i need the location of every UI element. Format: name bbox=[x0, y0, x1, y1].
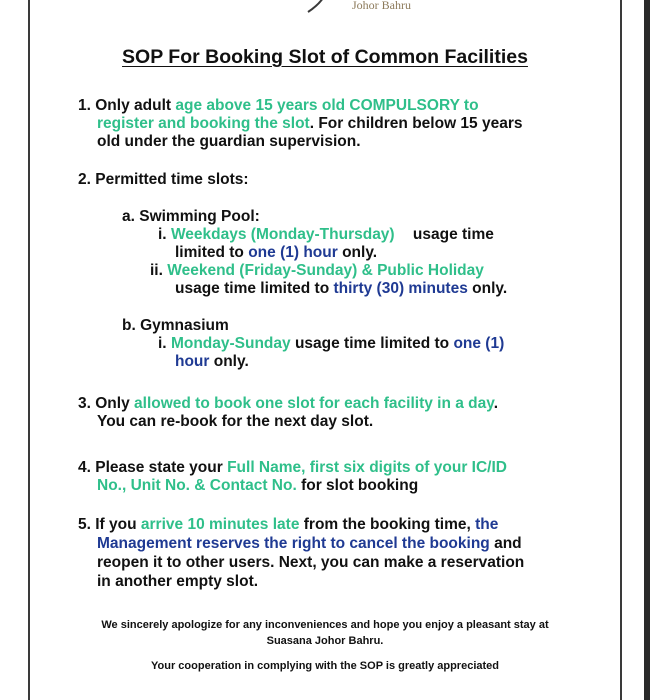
page-border-right bbox=[620, 0, 622, 700]
item-2a-ii-line-2 bbox=[175, 280, 507, 298]
item-3-number: 3. bbox=[78, 395, 91, 412]
item-2b-i-duration: one (1) bbox=[453, 335, 505, 352]
item-2-number: 2. bbox=[78, 171, 91, 188]
item-2a-i-text: usage time bbox=[412, 226, 494, 243]
item-2a-i-text-3: only. bbox=[342, 244, 378, 261]
item-2a-ii-text: usage time limited to bbox=[175, 280, 330, 297]
item-2a-i-highlight: Weekdays (Monday-Thursday) bbox=[170, 226, 395, 243]
item-5-text-2: from the booking time, bbox=[303, 516, 471, 533]
item-2b-i-text: usage time limited to bbox=[294, 335, 450, 352]
item-1-text-2: . For children below 15 years bbox=[309, 115, 523, 132]
page-title: SOP For Booking Slot of Common Facilities bbox=[122, 46, 528, 68]
logo-swoosh-icon bbox=[300, 0, 340, 16]
item-2-line-1 bbox=[78, 171, 249, 189]
apology-line-2: Suasana Johor Bahru. bbox=[266, 635, 384, 647]
scan-edge bbox=[644, 0, 650, 700]
item-4-highlight: Full Name, first six digits of your IC/ID bbox=[227, 459, 507, 476]
item-2a-ii-line-1 bbox=[150, 262, 484, 280]
item-1-highlight-2: register and booking the slot bbox=[97, 115, 310, 132]
item-2a-i-duration: one (1) hour bbox=[248, 244, 338, 261]
item-5-text: If you bbox=[95, 516, 137, 533]
item-2b-i-duration-2: hour bbox=[175, 353, 210, 370]
item-2a-i-line-2 bbox=[175, 244, 377, 262]
item-2b-i-line-1 bbox=[158, 335, 504, 353]
item-5-management-2: Management reserves the right to cancel the booking bbox=[97, 535, 490, 552]
item-2b-i-text-2: only. bbox=[213, 353, 249, 370]
item-2b-label: b. Gymnasium bbox=[122, 317, 229, 334]
item-1-highlight: age above 15 years old COMPULSORY to bbox=[175, 97, 479, 114]
item-4-text-2: for slot booking bbox=[301, 477, 419, 494]
item-3-line-1 bbox=[78, 395, 498, 413]
item-1-number: 1. bbox=[78, 97, 91, 114]
item-2a-ii-number: ii. bbox=[150, 262, 163, 279]
item-1-line-1 bbox=[78, 97, 479, 115]
item-5-number: 5. bbox=[78, 516, 91, 533]
item-5-line-3: reopen it to other users. Next, you can make a reservation bbox=[97, 554, 525, 571]
item-2a-i-text-2: limited to bbox=[175, 244, 244, 261]
item-2b-i-number: i. bbox=[158, 335, 167, 352]
item-4-number: 4. bbox=[78, 459, 91, 476]
item-2a-ii-duration: thirty (30) minutes bbox=[333, 280, 468, 297]
item-2a-ii-highlight: Weekend (Friday-Sunday) & Public Holiday bbox=[167, 262, 484, 279]
item-5-line-2 bbox=[97, 535, 522, 553]
item-2-text: Permitted time slots: bbox=[95, 171, 249, 188]
apology-line-1: We sincerely apologize for any inconveniences and hope you enjoy a pleasant stay at bbox=[101, 619, 549, 631]
item-4-text: Please state your bbox=[95, 459, 223, 476]
logo-text: Johor Bahru bbox=[352, 0, 411, 12]
item-4-line-2 bbox=[97, 477, 418, 495]
item-5-text-3: and bbox=[494, 535, 522, 552]
item-1-text: Only adult bbox=[95, 97, 172, 114]
item-3-period: . bbox=[493, 395, 499, 412]
item-2a-i-number: i. bbox=[158, 226, 167, 243]
item-1-line-3: old under the guardian supervision. bbox=[97, 133, 361, 150]
item-1-line-2 bbox=[97, 115, 523, 133]
item-2b-i-line-2 bbox=[175, 353, 249, 371]
item-4-highlight-2: No., Unit No. & Contact No. bbox=[97, 477, 297, 494]
item-3-line-2: You can re-book for the next day slot. bbox=[97, 413, 374, 430]
item-5-line-1 bbox=[78, 516, 498, 534]
item-5-line-4: in another empty slot. bbox=[97, 573, 259, 590]
item-5-management-1: the bbox=[475, 516, 499, 533]
item-4-line-1 bbox=[78, 459, 507, 477]
item-2b-i-highlight: Monday-Sunday bbox=[170, 335, 291, 352]
item-5-highlight: arrive 10 minutes late bbox=[140, 516, 300, 533]
cooperation-note: Your cooperation in complying with the SOP is greatly appreciated bbox=[151, 660, 499, 672]
item-2a-ii-text-2: only. bbox=[472, 280, 508, 297]
item-2a-i-line-1 bbox=[158, 226, 494, 244]
page-border-left bbox=[28, 0, 30, 700]
item-3-highlight: allowed to book one slot for each facility in a day bbox=[134, 395, 494, 412]
item-3-text: Only bbox=[95, 395, 130, 412]
item-2a-label: a. Swimming Pool: bbox=[122, 208, 260, 225]
